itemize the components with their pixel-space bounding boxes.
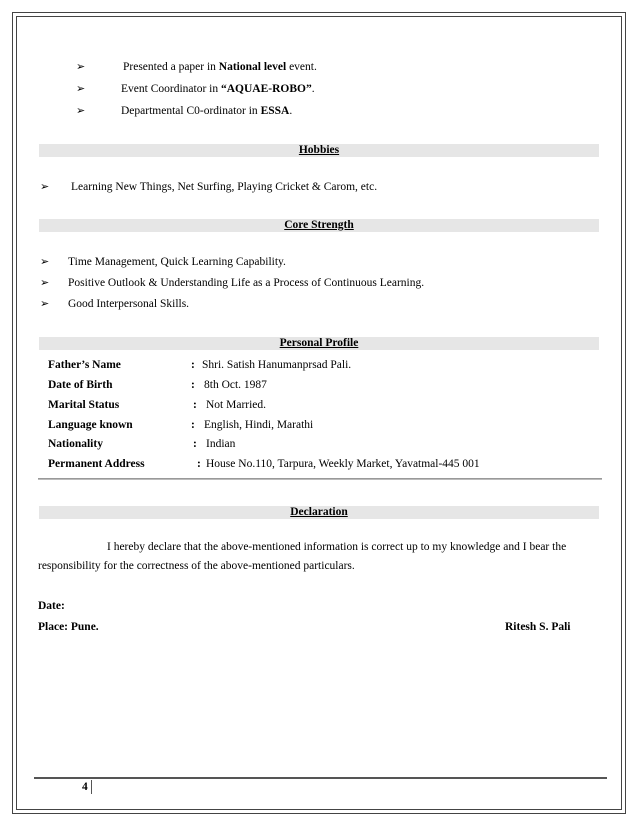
section-title-declaration: Declaration [290, 506, 348, 518]
list-item-text [121, 105, 292, 117]
arrow-bullet-icon: ➢ [76, 60, 86, 73]
profile-label: Language known [48, 419, 133, 431]
profile-value: 8th Oct. 1987 [204, 379, 267, 391]
declaration-line-2: responsibility for the correctness of the above-mentioned particulars. [38, 560, 355, 572]
list-item-pre: Event Coordinator in [121, 83, 221, 95]
list-item-post: . [289, 105, 293, 117]
arrow-bullet-icon: ➢ [40, 297, 50, 310]
section-title-core-strength: Core Strength [284, 219, 354, 231]
page-border-inner [16, 16, 622, 810]
profile-colon: : [191, 379, 195, 391]
list-item-bold: National level [218, 61, 287, 73]
list-item: Time Management, Quick Learning Capability. [68, 256, 286, 268]
signature-name: Ritesh S. Pali [505, 621, 571, 633]
profile-divider [38, 478, 602, 480]
hobbies-item [40, 180, 49, 193]
profile-value: Not Married. [206, 399, 267, 411]
arrow-bullet-icon: ➢ [76, 104, 86, 117]
arrow-bullet-icon: ➢ [40, 255, 50, 268]
profile-value: House No.110, Tarpura, Weekly Market, Yavatmal-445 001 [206, 458, 480, 470]
profile-label: Father’s Name [48, 359, 121, 371]
section-title-hobbies: Hobbies [298, 144, 340, 156]
profile-colon: : [193, 399, 197, 411]
arrow-bullet-icon: ➢ [76, 82, 86, 95]
hobbies-text: Learning New Things, Net Surfing, Playing Cricket & Carom, etc. [71, 181, 378, 193]
footer-rule [34, 777, 607, 779]
arrow-bullet-icon: ➢ [40, 276, 50, 289]
list-item-post: event. [286, 61, 317, 73]
list-item: Good Interpersonal Skills. [68, 298, 190, 310]
profile-colon: : [191, 359, 195, 371]
profile-label: Permanent Address [48, 458, 145, 470]
arrow-bullet-icon: ➢ [40, 180, 50, 193]
list-item-post: . [311, 83, 315, 95]
profile-value: Indian [206, 438, 236, 450]
page-number: 4 [82, 781, 88, 793]
list-item-pre: Presented a paper in [123, 61, 219, 73]
profile-label: Marital Status [48, 399, 120, 411]
declaration-line-1: I hereby declare that the above-mentioned information is correct up to my knowledge and I bear the [107, 541, 567, 553]
list-item-text [121, 83, 315, 95]
profile-value: English, Hindi, Marathi [204, 419, 314, 431]
profile-colon: : [193, 438, 197, 450]
place-label: Place: Pune. [38, 621, 99, 633]
list-item: Positive Outlook & Understanding Life as a Process of Continuous Learning. [68, 277, 425, 289]
list-item-bold: “AQUAE-ROBO” [220, 83, 312, 95]
profile-label: Nationality [48, 438, 103, 450]
list-item-pre: Departmental C0-ordinator in [121, 105, 261, 117]
list-item [76, 60, 85, 73]
profile-colon: : [191, 419, 195, 431]
list-item [76, 82, 85, 95]
section-title-personal-profile: Personal Profile [279, 337, 359, 349]
list-item-text [123, 61, 317, 73]
list-item [76, 104, 85, 117]
profile-label: Date of Birth [48, 379, 113, 391]
date-label: Date: [38, 600, 65, 612]
list-item-bold: ESSA [260, 105, 290, 117]
footer-separator [91, 780, 92, 794]
profile-value: Shri. Satish Hanumanprsad Pali. [202, 359, 352, 371]
profile-colon: : [197, 458, 201, 470]
